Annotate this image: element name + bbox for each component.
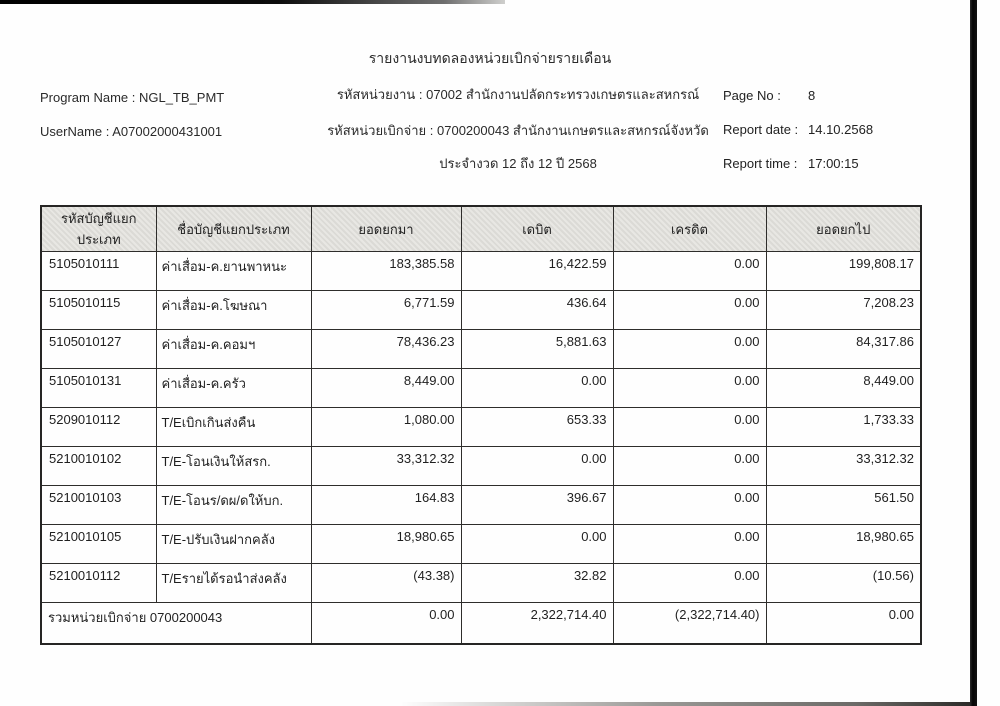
total-credit-cell: (2,322,714.40): [613, 603, 766, 645]
username-line: UserName : A07002000431001: [40, 124, 223, 139]
account-code-cell: 5105010131: [41, 369, 156, 408]
col-header-account-code: รหัสบัญชีแยกประเภท: [41, 206, 156, 252]
credit-cell: 0.00: [613, 525, 766, 564]
total-beginning-balance-cell: 0.00: [311, 603, 461, 645]
table-row: [41, 291, 921, 330]
ending-balance-cell: (10.56): [766, 564, 921, 603]
ending-balance-cell: 199,808.17: [766, 252, 921, 291]
account-code-cell: 5209010112: [41, 408, 156, 447]
credit-cell: 0.00: [613, 291, 766, 330]
debit-cell: 5,881.63: [461, 330, 613, 369]
account-name-cell: T/E-โอนร/ดผ/ดให้บก.: [156, 486, 311, 525]
program-name-line: Program Name : NGL_TB_PMT: [40, 90, 225, 105]
table-row: [41, 252, 921, 291]
col-header-ending-balance: ยอดยกไป: [766, 206, 921, 252]
account-code-cell: 5105010115: [41, 291, 156, 330]
total-label-cell: รวมหน่วยเบิกจ่าย 0700200043: [41, 603, 311, 645]
table-row: [41, 369, 921, 408]
report-date-value: 14.10.2568: [808, 122, 874, 137]
scan-artifact-top-strip: [0, 0, 505, 4]
credit-cell: 0.00: [613, 330, 766, 369]
beginning-balance-cell: 164.83: [311, 486, 461, 525]
beginning-balance-cell: 8,449.00: [311, 369, 461, 408]
account-code-cell: 5105010127: [41, 330, 156, 369]
account-name-cell: ค่าเสื่อม-ค.ยานพาหนะ: [156, 252, 311, 291]
disbursement-unit-line: รหัสหน่วยเบิกจ่าย : 0700200043 สำนักงานเกษตรและสหกรณ์จังหวัด: [327, 123, 709, 138]
ending-balance-cell: 18,980.65: [766, 525, 921, 564]
credit-cell: 0.00: [613, 486, 766, 525]
col-header-account-name: ชื่อบัญชีแยกประเภท: [156, 206, 311, 252]
credit-cell: 0.00: [613, 369, 766, 408]
ending-balance-cell: 84,317.86: [766, 330, 921, 369]
table-row: [41, 564, 921, 603]
debit-cell: 0.00: [461, 525, 613, 564]
account-name-cell: ค่าเสื่อม-ค.โฆษณา: [156, 291, 311, 330]
col-header-credit: เครดิต: [613, 206, 766, 252]
table-row: [41, 408, 921, 447]
page-no-label: Page No :: [723, 88, 781, 103]
credit-cell: 0.00: [613, 447, 766, 486]
beginning-balance-cell: 18,980.65: [311, 525, 461, 564]
account-code-cell: 5210010105: [41, 525, 156, 564]
scan-artifact-right-bar: [970, 0, 977, 706]
account-code-cell: 5210010102: [41, 447, 156, 486]
beginning-balance-cell: 1,080.00: [311, 408, 461, 447]
account-name-cell: T/E-โอนเงินให้สรก.: [156, 447, 311, 486]
report-time-value: 17:00:15: [808, 156, 859, 171]
credit-cell: 0.00: [613, 252, 766, 291]
beginning-balance-cell: 33,312.32: [311, 447, 461, 486]
total-debit-cell: 2,322,714.40: [461, 603, 613, 645]
agency-line: รหัสหน่วยงาน : 07002 สำนักงานปลัดกระทรวงเกษตรและสหกรณ์: [336, 87, 700, 102]
report-time-label: Report time :: [723, 156, 798, 171]
beginning-balance-cell: (43.38): [311, 564, 461, 603]
ending-balance-cell: 561.50: [766, 486, 921, 525]
account-code-cell: 5105010111: [41, 252, 156, 291]
total-ending-balance-cell: 0.00: [766, 603, 921, 645]
col-header-debit: เดบิต: [461, 206, 613, 252]
credit-cell: 0.00: [613, 408, 766, 447]
debit-cell: 32.82: [461, 564, 613, 603]
account-code-cell: 5210010103: [41, 486, 156, 525]
beginning-balance-cell: 78,436.23: [311, 330, 461, 369]
table-row: [41, 447, 921, 486]
trial-balance-table: [40, 205, 922, 645]
debit-cell: 396.67: [461, 486, 613, 525]
scan-artifact-bottom-smudge: [400, 702, 970, 706]
beginning-balance-cell: 183,385.58: [311, 252, 461, 291]
account-name-cell: ค่าเสื่อม-ค.ครัว: [156, 369, 311, 408]
debit-cell: 0.00: [461, 369, 613, 408]
account-name-cell: T/E-ปรับเงินฝากคลัง: [156, 525, 311, 564]
page-no-value: 8: [808, 88, 816, 103]
total-row: [41, 603, 921, 645]
debit-cell: 0.00: [461, 447, 613, 486]
account-name-cell: T/Eรายได้รอนำส่งคลัง: [156, 564, 311, 603]
ending-balance-cell: 7,208.23: [766, 291, 921, 330]
beginning-balance-cell: 6,771.59: [311, 291, 461, 330]
debit-cell: 16,422.59: [461, 252, 613, 291]
debit-cell: 436.64: [461, 291, 613, 330]
report-date-label: Report date :: [723, 122, 799, 137]
table-body: [41, 252, 921, 603]
table-row: [41, 330, 921, 369]
credit-cell: 0.00: [613, 564, 766, 603]
debit-cell: 653.33: [461, 408, 613, 447]
account-code-cell: 5210010112: [41, 564, 156, 603]
table-header-row: [41, 206, 921, 252]
ending-balance-cell: 1,733.33: [766, 408, 921, 447]
period-line: ประจำงวด 12 ถึง 12 ปี 2568: [439, 156, 597, 171]
page-title: รายงานงบทดลองหน่วยเบิกจ่ายรายเดือน: [368, 50, 612, 66]
table-row: [41, 486, 921, 525]
col-header-beginning-balance: ยอดยกมา: [311, 206, 461, 252]
ending-balance-cell: 8,449.00: [766, 369, 921, 408]
account-name-cell: ค่าเสื่อม-ค.คอมฯ: [156, 330, 311, 369]
ending-balance-cell: 33,312.32: [766, 447, 921, 486]
account-name-cell: T/Eเบิกเกินส่งคืน: [156, 408, 311, 447]
table-row: [41, 525, 921, 564]
